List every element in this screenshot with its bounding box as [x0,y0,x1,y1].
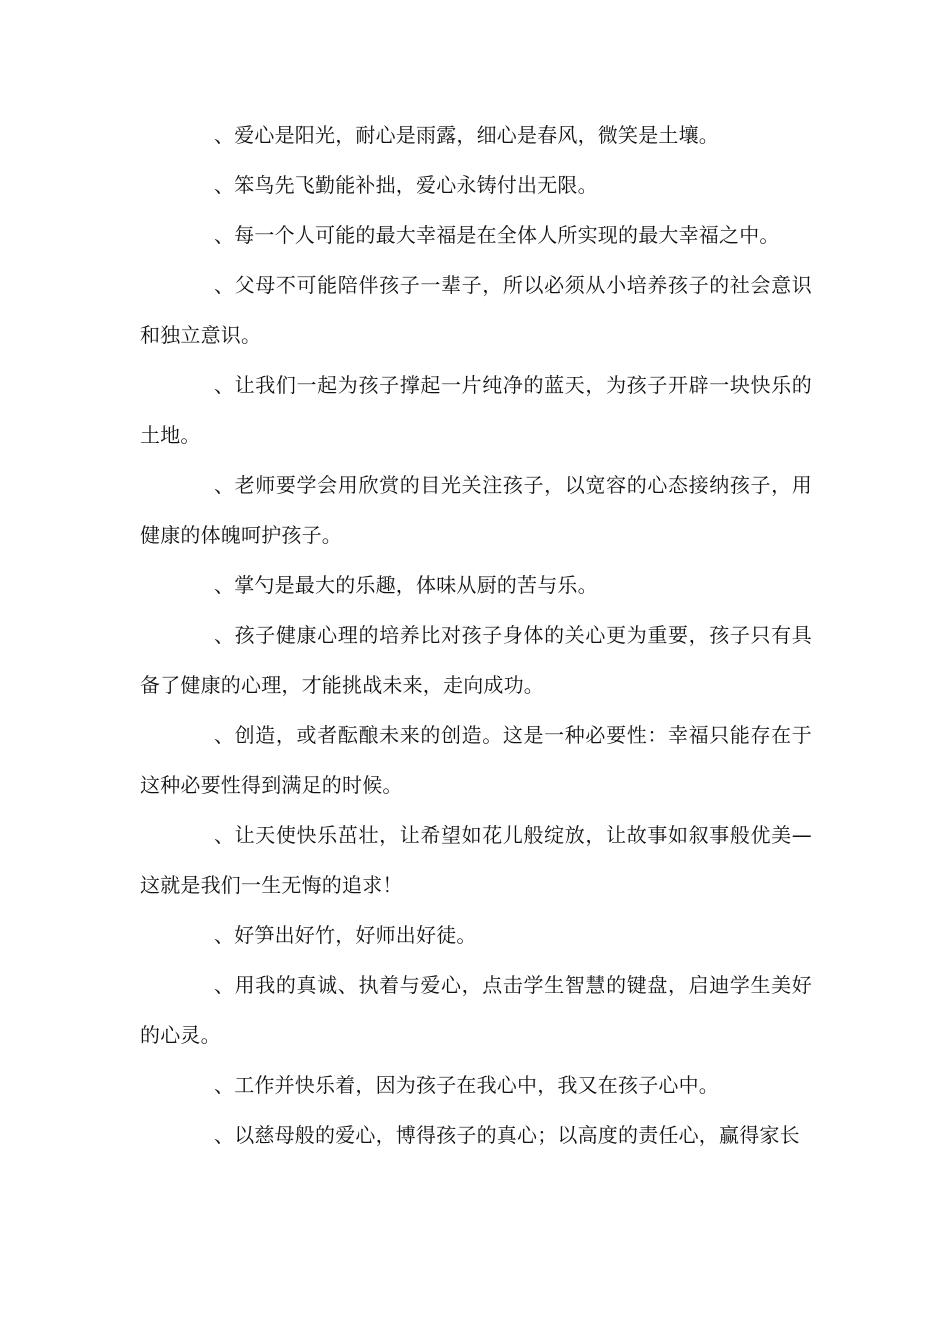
quote-paragraph-5: 、让我们一起为孩子撑起一片纯净的蓝天，为孩子开辟一块快乐的土地。 [140,373,812,447]
quote-paragraph-11: 、好笋出好竹，好师出好徒。 [214,923,477,947]
quote-paragraph-7: 、掌勺是最大的乐趣，体味从厨的苦与乐。 [214,573,598,597]
quote-paragraph-13: 、工作并快乐着，因为孩子在我心中，我又在孩子心中。 [214,1073,719,1097]
quote-paragraph-12: 、用我的真诚、执着与爱心，点击学生智慧的键盘，启迪学生美好的心灵。 [140,973,812,1047]
document-body [140,110,812,1160]
quote-paragraph-2: 、笨鸟先飞勤能补拙，爱心永铸付出无限。 [214,173,598,197]
quote-paragraph-6: 、老师要学会用欣赏的目光关注孩子，以宽容的心态接纳孩子，用健康的体魄呵护孩子。 [140,473,812,547]
quote-paragraph-8: 、孩子健康心理的培养比对孩子身体的关心更为重要，孩子只有具备了健康的心理，才能挑战未来，走向成功。 [140,623,812,697]
quote-paragraph-3: 、每一个人可能的最大幸福是在全体人所实现的最大幸福之中。 [214,223,780,247]
quote-paragraph-14: 、以慈母般的爱心，博得孩子的真心；以高度的责任心，赢得家长 [214,1123,800,1147]
quote-paragraph-10: 、让天使快乐茁壮，让希望如花儿般绽放，让故事如叙事般优美—这就是我们一生无悔的追求！ [140,823,812,897]
quote-paragraph-1: 、爱心是阳光，耐心是雨露，细心是春风，微笑是土壤。 [214,123,719,147]
quote-paragraph-9: 、创造，或者酝酿未来的创造。这是一种必要性：幸福只能存在于这种必要性得到满足的时候。 [140,723,812,797]
quote-paragraph-4: 、父母不可能陪伴孩子一辈子，所以必须从小培养孩子的社会意识和独立意识。 [140,273,812,347]
